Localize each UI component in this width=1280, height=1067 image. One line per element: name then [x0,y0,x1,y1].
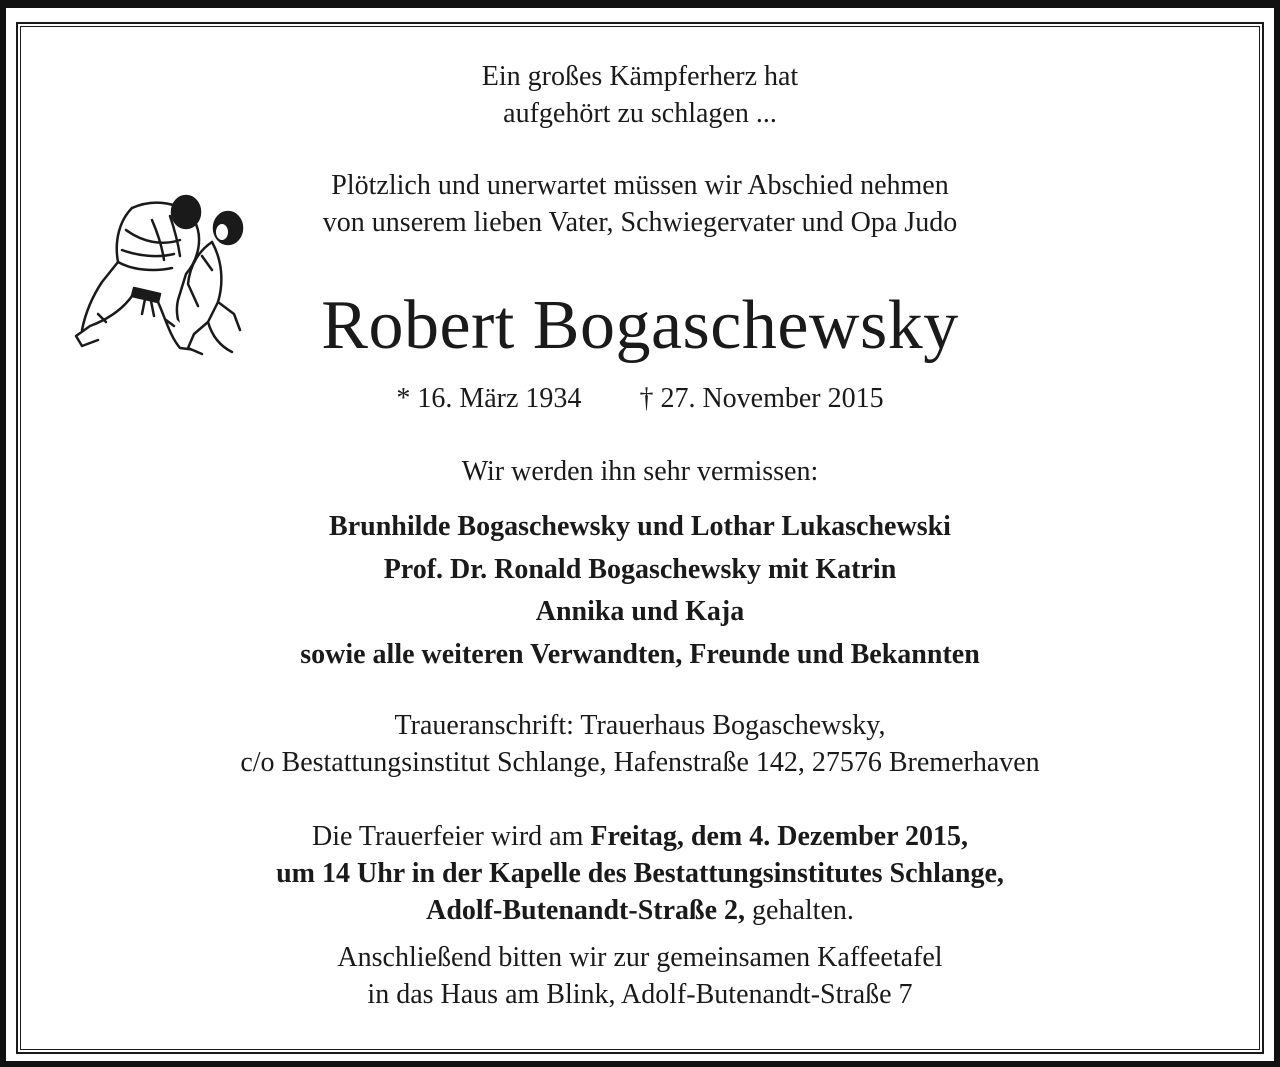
reception-line-2: in das Haus am Blink, Adolf-Butenandt-Straße 7 [367,979,913,1010]
mourners-list [0,506,1280,676]
deceased-name: Robert Bogaschewsky [321,287,959,364]
scan-edge-bottom [0,1061,1280,1067]
reception-line-1: Anschließend bitten wir zur gemeinsamen Kaffeetafel [337,942,943,973]
death-date: † 27. November 2015 [639,383,884,414]
intro-text [0,58,1280,132]
announcement-line-2: von unserem lieben Vater, Schwiegervater und Opa Judo [322,207,958,238]
ceremony-prefix: Die Trauerfeier wird am [312,821,591,852]
birth-date: * 16. März 1934 [396,383,582,414]
announcement-line-1: Plötzlich und unerwartet müssen wir Abschied nehmen [331,170,949,201]
ceremony-text [0,818,1280,929]
intro-line-1: Ein großes Kämpferherz hat [481,61,799,92]
mourner-line: Prof. Dr. Ronald Bogaschewsky mit Katrin [383,553,897,585]
address-text [0,707,1280,781]
mourner-line: Brunhilde Bogaschewsky und Lothar Lukaschewski [329,511,951,542]
mourner-line: sowie alle weiteren Verwandten, Freunde und Bekannten [300,638,980,670]
intro-line-2: aufgehört zu schlagen ... [503,98,777,129]
ceremony-line-2: um 14 Uhr in der Kapelle des Bestattungsinstitutes Schlange, [276,858,1004,889]
ceremony-address: Adolf-Butenandt-Straße 2, [426,895,746,926]
announcement-text [0,167,1280,241]
life-dates [0,380,1280,417]
mourner-line: Annika und Kaja [535,596,745,627]
ceremony-line-3 [0,892,1280,929]
mourners-intro: Wir werden ihn sehr vermissen: [461,456,819,487]
reception-text [0,939,1280,1013]
address-line-1: Traueranschrift: Trauerhaus Bogaschewsky, [394,710,886,741]
ceremony-suffix: gehalten. [745,895,854,926]
ceremony-line-1 [0,818,1280,855]
address-line-2: c/o Bestattungsinstitut Schlange, Hafenstraße 142, 27576 Bremerhaven [240,747,1040,778]
ceremony-date: Freitag, dem 4. Dezember 2015, [590,821,968,852]
scan-edge-top [0,0,1280,8]
